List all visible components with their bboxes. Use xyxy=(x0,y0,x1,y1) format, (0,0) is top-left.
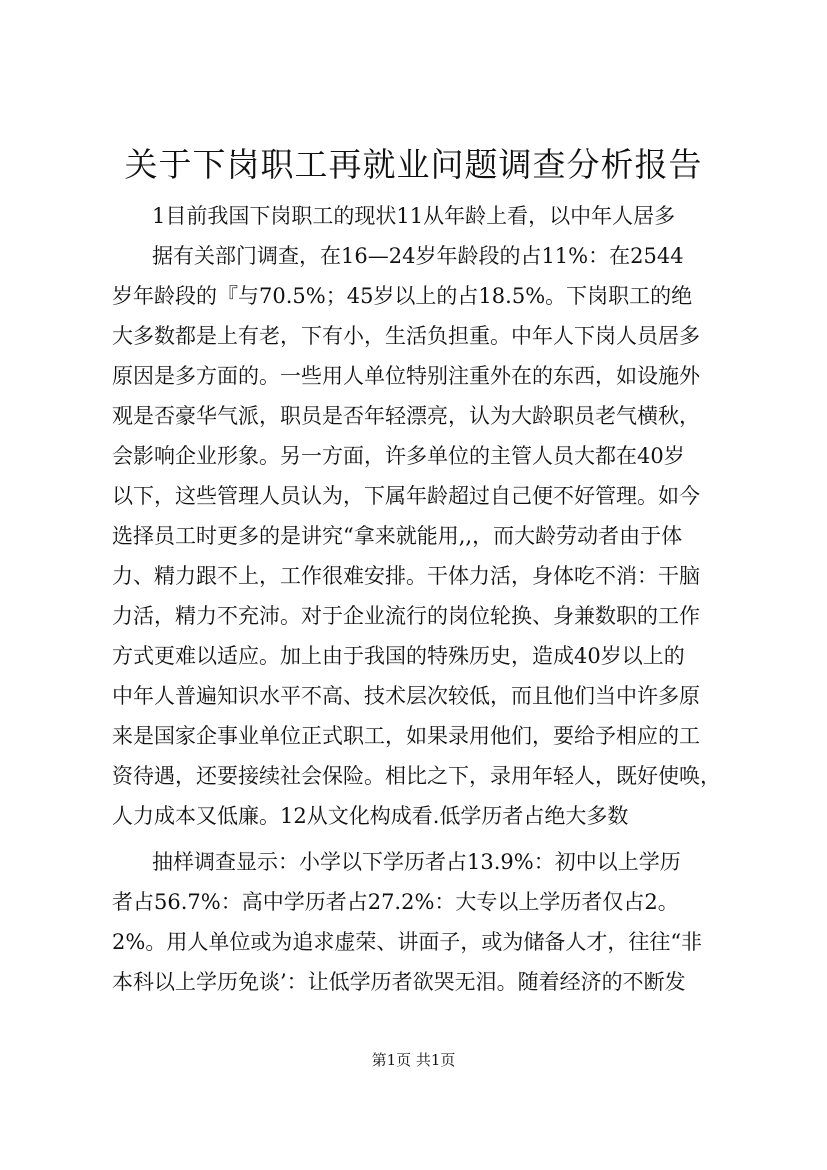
paragraph-line: 原因是多方面的。一些用人单位特别注重外在的东西，如设施外 xyxy=(112,364,700,388)
paragraph-line: 方式更难以适应。加上由于我国的特殊历史，造成40岁以上的 xyxy=(112,644,685,668)
paragraph-line: 力、精力跟不上，工作很难安排。干体力活，身体吃不消：干脑 xyxy=(112,564,700,588)
paragraph-line: 力活，精力不充沛。对于企业流行的岗位轮换、身兼数职的工作 xyxy=(112,604,700,628)
paragraph-line: 1目前我国下岗职工的现状11从年龄上看，以中年人居多 xyxy=(152,204,676,228)
paragraph-line: 资待遇，还要接续社会保险。相比之下，录用年轻人，既好使唤， xyxy=(112,764,721,788)
paragraph-line: 本科以上学历免谈’：让低学历者欲哭无泪。随着经济的不断发 xyxy=(112,970,686,994)
paragraph-line: 选择员工时更多的是讲究“拿来就能用,,，而大龄劳动者由于体 xyxy=(112,524,683,548)
paragraph-line: 者占56.7%：高中学历者占27.2%：大专以上学历者仅占2。 xyxy=(112,890,679,914)
paragraph-line: 人力成本又低廉。12从文化构成看.低学历者占绝大多数 xyxy=(112,804,629,828)
document-title: 关于下岗职工再就业问题调查分析报告 xyxy=(124,145,703,184)
paragraph-line: 据有关部门调查，在16—24岁年龄段的占11%：在2544 xyxy=(152,244,684,268)
paragraph-line: 会影响企业形象。另一方面，许多单位的主管人员大都在40岁 xyxy=(112,444,685,468)
paragraph-line: 中年人普遍知识水平不高、技术层次较低，而且他们当中许多原 xyxy=(112,684,700,708)
paragraph-line: 2%。用人单位或为追求虚荣、讲面子，或为储备人才，往往“非 xyxy=(112,930,703,954)
paragraph-line: 岁年龄段的『与70.5%；45岁以上的占18.5%。下岗职工的绝 xyxy=(112,284,693,308)
paragraph-line: 观是否豪华气派，职员是否年轻漂亮，认为大龄职员老气横秋， xyxy=(112,404,700,428)
paragraph-line: 来是国家企事业单位正式职工，如果录用他们，要给予相应的工 xyxy=(112,724,700,748)
paragraph-line: 抽样调查显示：小学以下学历者占13.9%：初中以上学历 xyxy=(152,850,681,874)
paragraph-line: 以下，这些管理人员认为，下属年龄超过自己便不好管理。如今 xyxy=(112,484,700,508)
page-number-footer: 第1页 共1页 xyxy=(371,1051,456,1069)
document-body xyxy=(112,196,732,1002)
paragraph-line: 大多数都是上有老，下有小，生活负担重。中年人下岗人员居多 xyxy=(112,324,700,348)
